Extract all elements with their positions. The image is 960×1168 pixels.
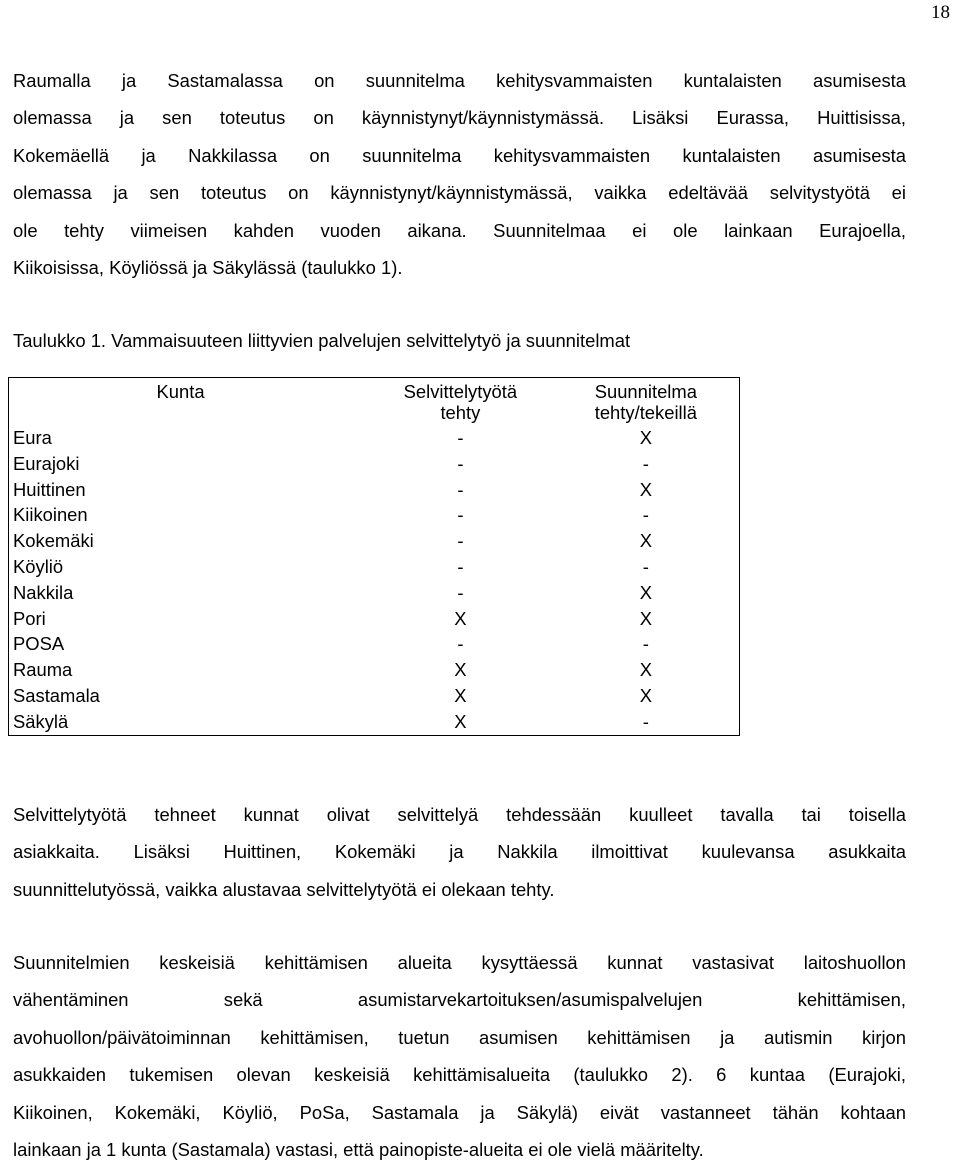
table-row [9, 657, 740, 683]
cell-suunnitelma: - [642, 633, 649, 655]
cell-selvittely: - [457, 478, 464, 500]
cell-suunnitelma: X [639, 684, 652, 706]
table-row [9, 502, 740, 528]
cell-suunnitelma: - [642, 555, 649, 577]
cell-kunta: Kiikoinen [13, 504, 88, 526]
paragraph-results [13, 796, 906, 908]
paragraph-line: Raumalla ja Sastamalassa on suunnitelma kehitysvammaisten kuntalaisten asumisesta [13, 70, 906, 91]
cell-selvittely: - [457, 633, 464, 655]
table-row [9, 451, 740, 477]
paragraph-line: olemassa ja sen toteutus on käynnistynyt/käynnistymässä. Lisäksi Eurassa, Huittisissa, [13, 107, 906, 129]
table-row [9, 631, 740, 657]
cell-selvittely: X [454, 659, 467, 681]
header-kunta: Kunta [156, 381, 205, 402]
cell-kunta: Pori [13, 607, 46, 629]
table-row [9, 425, 740, 451]
cell-suunnitelma: X [639, 607, 652, 629]
cell-kunta: Huittinen [13, 478, 86, 500]
cell-selvittely: - [457, 530, 464, 552]
paragraph-priorities [13, 944, 906, 1168]
paragraph-line: suunnittelutyössä, vaikka alustavaa selvittelytyötä ei olekaan tehty. [13, 878, 555, 900]
cell-selvittely: X [454, 710, 467, 732]
table-row [9, 709, 740, 735]
cell-selvittely: - [457, 581, 464, 603]
cell-selvittely: - [457, 504, 464, 526]
cell-suunnitelma: X [639, 659, 652, 681]
cell-kunta: Kokemäki [13, 530, 94, 552]
paragraph-line: Selvittelytyötä tehneet kunnat olivat selvittelyä tehdessään kuulleet tavalla tai toisella [13, 804, 906, 825]
paragraph-line: ole tehty viimeisen kahden vuoden aikana. Suunnitelmaa ei ole lainkaan Eurajoella, [13, 219, 906, 241]
table-row [9, 528, 740, 554]
table-row [9, 683, 740, 709]
cell-kunta: Säkylä [13, 710, 69, 732]
cell-selvittely: - [457, 427, 464, 448]
cell-suunnitelma: X [639, 478, 652, 500]
cell-kunta: Eura [13, 427, 52, 448]
paragraph-line: olemassa ja sen toteutus on käynnistynyt/käynnistymässä, vaikka edeltävää selvitystyötä ei [13, 182, 906, 204]
table-row [9, 477, 740, 503]
cell-kunta: Nakkila [13, 581, 74, 603]
header-suunnitelma-line1: Suunnitelma [594, 381, 697, 402]
table-row [9, 606, 740, 632]
cell-selvittely: - [457, 452, 464, 474]
cell-selvittely: X [454, 684, 467, 706]
table-body [9, 425, 740, 735]
cell-suunnitelma: - [642, 504, 649, 526]
page-number: 18 [931, 2, 950, 23]
paragraph-line: avohuollon/päivätoiminnan kehittämisen, tuetun asumisen kehittämisen ja autismin kirjon [13, 1026, 906, 1048]
cell-selvittely: X [454, 607, 467, 629]
cell-suunnitelma: - [642, 452, 649, 474]
paragraph-line: Kiikoisissa, Köyliössä ja Säkylässä (taulukko 1). [13, 257, 403, 279]
table-caption: Taulukko 1. Vammaisuuteen liittyvien palvelujen selvittelytyö ja suunnitelmat [13, 330, 631, 351]
header-suunnitelma-line2: tehty/tekeillä [594, 402, 697, 423]
paragraph-line: Kiikoinen, Kokemäki, Köyliö, PoSa, Sastamala ja Säkylä) eivät vastanneet tähän kohtaan [13, 1101, 906, 1123]
paragraph-line: vähentäminen sekä asumistarvekartoituksen/asumispalvelujen kehittämisen, [13, 989, 906, 1011]
cell-suunnitelma: X [639, 427, 652, 448]
paragraph-line: Suunnitelmien keskeisiä kehittämisen alueita kysyttäessä kunnat vastasivat laitoshuollon [13, 952, 906, 973]
header-suunnitelma [553, 378, 740, 426]
cell-selvittely: - [457, 555, 464, 577]
paragraph-line: asiakkaita. Lisäksi Huittinen, Kokemäki ja Nakkila ilmoittivat kuulevansa asukkaita [13, 841, 906, 863]
cell-suunnitelma: X [639, 530, 652, 552]
header-selvittely-line2: tehty [440, 402, 481, 423]
table-row [9, 580, 740, 606]
cell-kunta: Rauma [13, 659, 73, 681]
cell-kunta: POSA [13, 633, 65, 655]
paragraph-line: lainkaan ja 1 kunta (Sastamala) vastasi, että painopiste-alueita ei ole vielä määritelty. [13, 1139, 704, 1161]
cell-kunta: Eurajoki [13, 452, 80, 474]
table-header-row [9, 378, 740, 426]
table-row [9, 554, 740, 580]
paragraph-intro [13, 62, 906, 286]
paragraph-line: Kokemäellä ja Nakkilassa on suunnitelma kehitysvammaisten kuntalaisten asumisesta [13, 144, 906, 166]
paragraph-line: asukkaiden tukemisen olevan keskeisiä kehittämisalueita (taulukko 2). 6 kuntaa (Eurajoki, [13, 1064, 906, 1086]
cell-kunta: Sastamala [13, 684, 100, 706]
header-selvittely [368, 378, 553, 426]
cell-suunnitelma: - [642, 710, 649, 732]
cell-suunnitelma: X [639, 581, 652, 603]
cell-kunta: Köyliö [13, 555, 64, 577]
header-selvittely-line1: Selvittelytyötä [403, 381, 518, 402]
municipality-table [8, 377, 740, 736]
